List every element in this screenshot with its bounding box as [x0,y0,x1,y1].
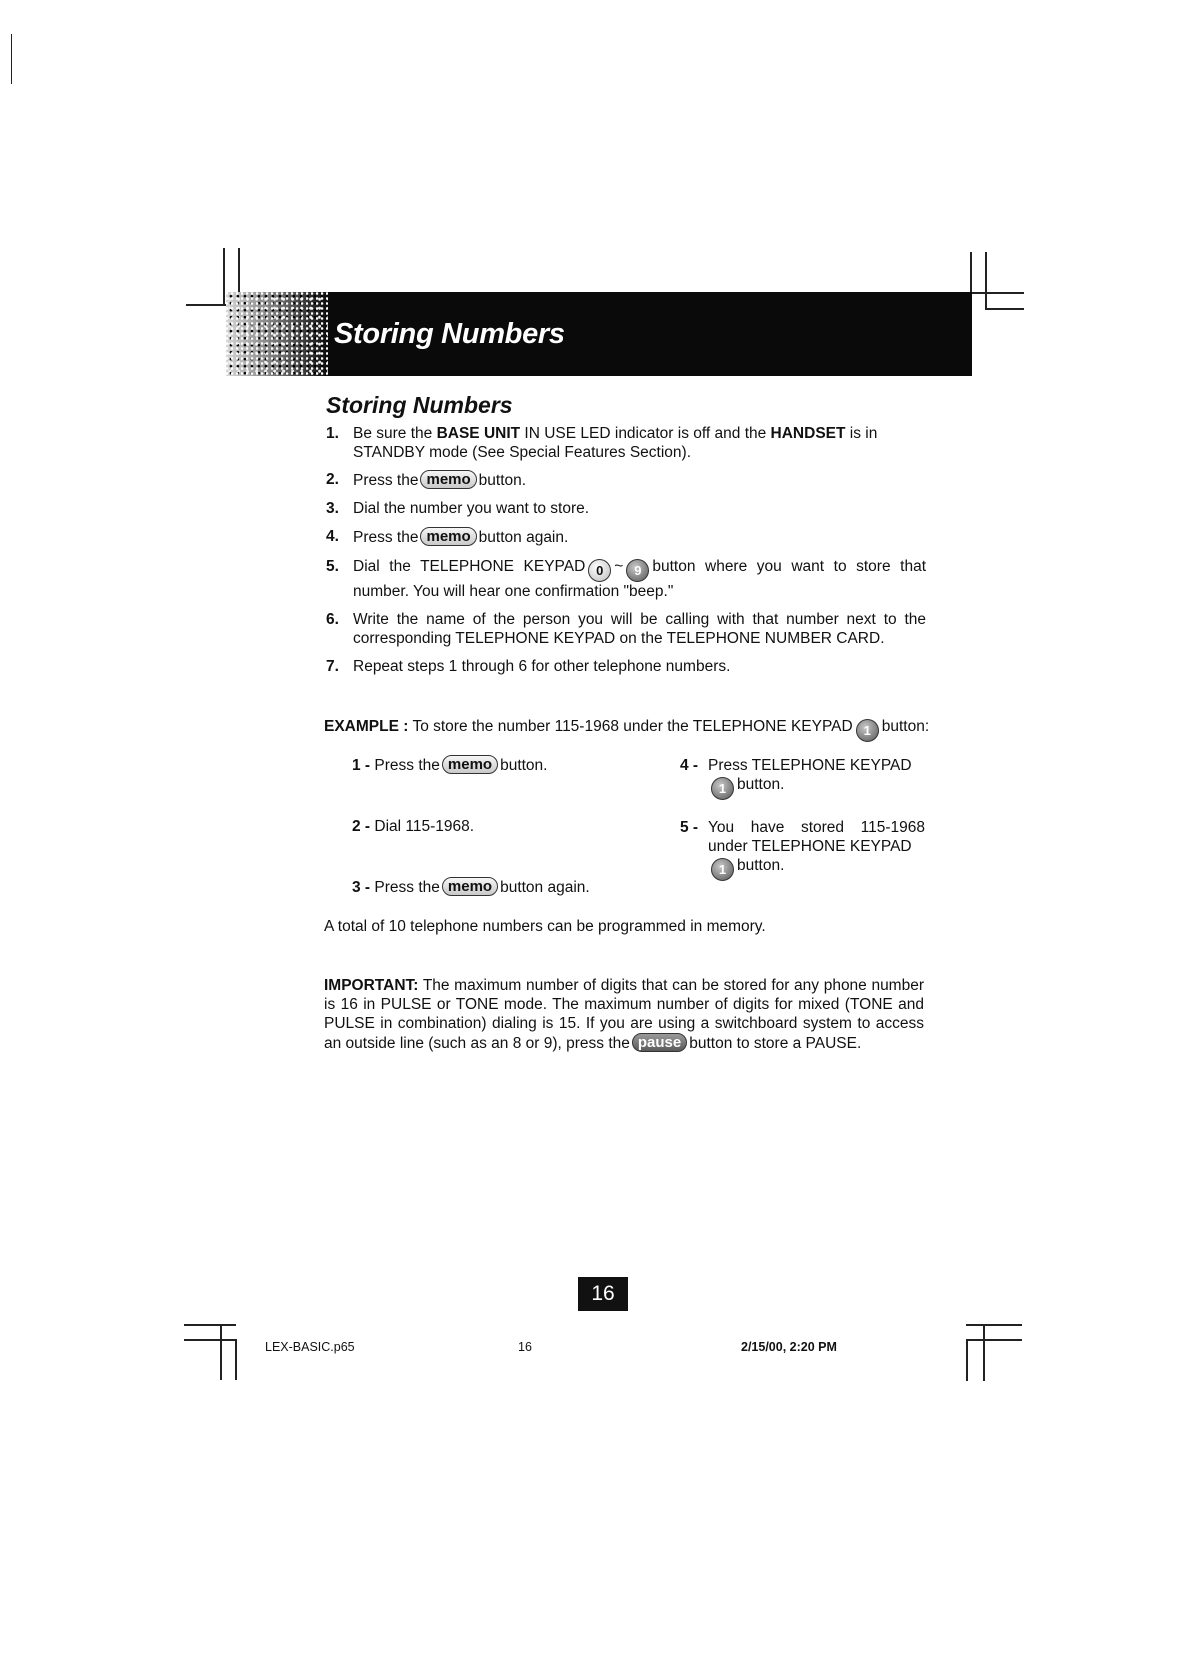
crop-mark-bottom-left-h2 [184,1339,236,1341]
example-item-number: 2 - [352,818,371,835]
step-text-post: button where you want to store that number. You will hear one confirmation "beep." [353,558,926,600]
step-text-sep: ~ [614,558,624,575]
steps-list [326,424,926,676]
banner-title: Storing Numbers [334,318,565,350]
crop-mark-top-right-v2 [985,252,987,310]
step-5 [326,557,926,601]
example-item-text: button. [737,857,785,874]
step-text-post: button. [478,472,527,489]
example-item-4 [680,756,925,800]
crop-mark-bottom-left-v1 [220,1324,222,1380]
step-text: Write the name of the person you will be calling with that number next to the corresponding TELEPHONE KEYPAD on the TELEPHONE NUMBER CARD. [353,611,926,647]
keypad-9-icon: 9 [626,559,649,582]
step-4 [326,527,926,547]
keypad-1-icon: 1 [856,719,879,742]
crop-mark-top-right-h2 [985,308,1024,310]
important-text-pre: The maximum number of digits that can be stored for any phone number is 16 in PULSE or TONE mode. The maximum number of digits for mixed (TONE and PULSE in combination) dialing is 15. If you are using a switchboard system to access an outside line (such as an 8 or 9), press the [324,977,924,1052]
example-label: EXAMPLE : [324,718,409,735]
step-number: 7. [326,658,339,675]
example-item-1 [352,755,547,775]
step-text-post: button again. [478,529,569,546]
example-item-number: 4 - [680,757,699,774]
step-text-post: is in STANDBY mode (See Special Features Section). [353,425,878,461]
step-text-pre: Be sure the [353,425,437,442]
step-number: 6. [326,611,339,628]
example-item-text: Press TELEPHONE KEYPAD [708,757,912,774]
example-item-text: button again. [500,879,590,896]
crop-mark-bottom-left-v2 [235,1339,237,1380]
example-item-text: You have stored 115-1968 under TELEPHONE KEYPAD [708,819,925,855]
step-text-bold: BASE UNIT [436,425,521,442]
footer-filename: LEX-BASIC.p65 [265,1340,355,1354]
crop-mark-top-left-v1 [223,248,225,306]
step-text-pre: Dial the TELEPHONE KEYPAD [353,558,586,575]
example-item-text: Press the [374,879,440,896]
section-title: Storing Numbers [326,392,513,418]
step-number: 3. [326,500,339,517]
step-number: 1. [326,425,339,442]
page-number-badge: 16 [578,1277,628,1311]
step-number: 2. [326,471,339,488]
pause-button-icon: pause [632,1033,687,1052]
example-item-text: Press the [374,757,440,774]
step-text-bold: HANDSET [770,425,846,442]
example-item-text: button. [737,776,785,793]
step-3 [326,499,926,518]
step-7 [326,657,926,676]
step-text: Dial the number you want to store. [353,500,590,517]
memo-button-icon: memo [442,877,498,896]
example-intro [324,717,964,742]
step-text: Repeat steps 1 through 6 for other telephone numbers. [353,658,731,675]
margin-rule-left [11,34,12,84]
step-number: 4. [326,528,339,545]
step-text-mid: IN USE LED indicator is off and the [520,425,771,442]
memo-button-icon: memo [420,527,476,546]
important-text-post: button to store a PAUSE. [689,1035,862,1052]
example-item-text: button. [500,757,548,774]
example-item-text: Dial 115-1968. [374,818,475,835]
step-number: 5. [326,558,339,575]
step-6 [326,610,926,648]
step-text-pre: Press the [353,529,419,546]
total-note: A total of 10 telephone numbers can be programmed in memory. [324,918,766,935]
step-2 [326,470,926,490]
keypad-1-icon: 1 [711,858,734,881]
crop-mark-top-right-h1 [970,292,1024,294]
example-item-5 [680,818,925,881]
crop-mark-bottom-right-h1 [966,1324,1022,1326]
important-label: IMPORTANT: [324,977,419,994]
step-1 [326,424,926,462]
footer-datetime: 2/15/00, 2:20 PM [741,1340,837,1354]
keypad-0-icon: 0 [588,559,611,582]
memo-button-icon: memo [420,470,476,489]
example-item-number: 3 - [352,879,371,896]
example-item-2 [352,817,474,836]
example-item-number: 1 - [352,757,371,774]
memo-button-icon: memo [442,755,498,774]
banner-texture [226,292,328,376]
important-note [324,976,924,1053]
keypad-1-icon: 1 [711,777,734,800]
crop-mark-bottom-right-v1 [966,1339,968,1381]
crop-mark-bottom-right-v2 [983,1324,985,1381]
crop-mark-bottom-right-h2 [966,1339,1022,1341]
example-item-3 [352,877,590,897]
crop-mark-bottom-left-h1 [184,1324,236,1326]
footer-page: 16 [518,1340,532,1354]
example-text-pre: To store the number 115-1968 under the TELEPHONE KEYPAD [412,718,853,735]
step-text-pre: Press the [353,472,419,489]
example-item-number: 5 - [680,819,699,836]
example-text-post: button: [881,718,930,735]
